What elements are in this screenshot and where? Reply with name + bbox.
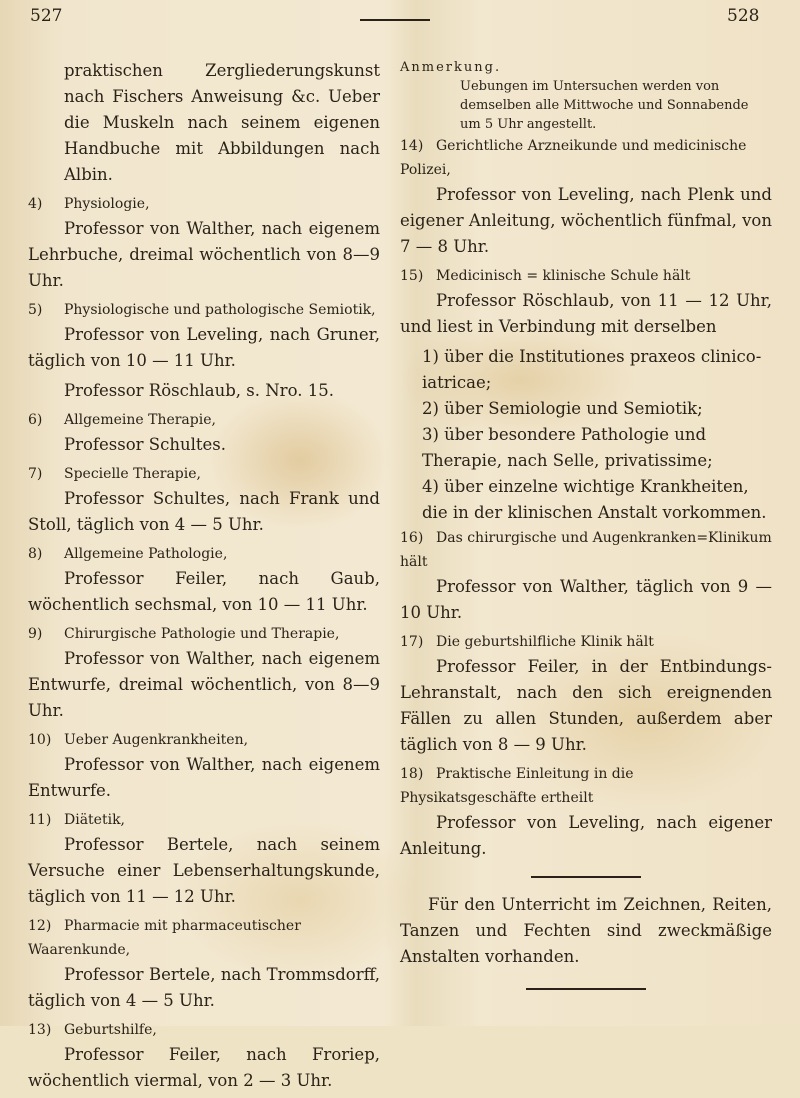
item-heading [28, 728, 380, 752]
left-column [28, 58, 380, 1098]
item-heading [28, 1018, 380, 1042]
item-text: Professor Feiler, nach Gaub, wöchentlich sechsmal, von 10 — 11 Uhr. [28, 569, 380, 614]
course-item-17 [400, 630, 772, 758]
sub-item: 2) über Semiologie und Semiotik; [422, 399, 703, 418]
item-extra-text: Professor Röschlaub, s. Nro. 15. [64, 381, 334, 400]
item-number: 13) [28, 1022, 52, 1038]
sub-item: 4) über einzelne wichtige Krankheiten, die in der klinischen Anstalt vorkommen. [422, 477, 767, 522]
note [400, 58, 772, 134]
course-item-9 [28, 622, 380, 724]
item-heading [28, 914, 380, 962]
item-heading [28, 192, 380, 216]
item-title: Medicinisch = klinische Schule hält [436, 268, 691, 284]
item-title: Geburtshilfe, [64, 1022, 157, 1038]
item-text: Professor Schultes, nach Frank und Stoll, täglich von 4 — 5 Uhr. [28, 489, 380, 534]
course-item-13 [28, 1018, 380, 1094]
item-text: Professor Bertele, nach Trommsdorff, täglich von 4 — 5 Uhr. [28, 965, 380, 1010]
item-title: Das chirurgische und Augenkranken=Klinikum hält [400, 530, 772, 570]
item-number: 7) [28, 466, 43, 482]
item-title: Allgemeine Pathologie, [64, 546, 228, 562]
item-text: Professor von Walther, nach eigenem Lehrbuche, dreimal wöchentlich von 8—9 Uhr. [28, 219, 380, 290]
closing-paragraph: Für den Unterricht im Zeichnen, Reiten, Tanzen und Fechten sind zweckmäßige Anstalten vorhanden. [400, 895, 772, 966]
item-text: Professor von Walther, nach eigenem Entwurfe, dreimal wöchentlich, von 8—9 Uhr. [28, 649, 380, 720]
item-heading [28, 542, 380, 566]
right-page-number: 528 [727, 6, 760, 26]
item-heading [28, 462, 380, 486]
item-title: Die geburtshilfliche Klinik hält [436, 634, 654, 650]
item-number: 5) [28, 302, 43, 318]
item-title: Pharmacie mit pharmaceutischer Waarenkunde, [28, 918, 301, 958]
course-item-5 [28, 298, 380, 404]
item-heading [400, 134, 772, 182]
item-text: Professor Schultes. [64, 435, 226, 454]
item-heading [28, 298, 380, 322]
item-title: Praktische Einleitung in die Physikatsgeschäfte ertheilt [400, 766, 634, 806]
item-number: 10) [28, 732, 52, 748]
course-item-16 [400, 526, 772, 626]
item-number: 11) [28, 812, 52, 828]
item-text: Professor von Walther, täglich von 9 — 10 Uhr. [400, 577, 772, 622]
course-item-15 [400, 264, 772, 526]
item-text: Professor von Leveling, nach Plenk und eigener Anleitung, wöchentlich fünfmal, von 7 — 8 Uhr. [400, 185, 772, 256]
course-item-6 [28, 408, 380, 458]
item-heading [400, 762, 772, 810]
item-number: 16) [400, 530, 424, 546]
right-column [400, 58, 772, 1004]
item-number: 12) [28, 918, 52, 934]
item-text: Professor Feiler, nach Froriep, wöchentlich viermal, von 2 — 3 Uhr. [28, 1045, 380, 1090]
header-rule [360, 19, 430, 21]
item-title: Chirurgische Pathologie und Therapie, [64, 626, 340, 642]
course-item-18 [400, 762, 772, 862]
item-title: Specielle Therapie, [64, 466, 201, 482]
sub-item: 1) über die Institutiones praxeos clinico-iatricae; [422, 347, 762, 392]
item-text: Professor von Walther, nach eigenem Entwurfe. [28, 755, 380, 800]
item-title: Gerichtliche Arzneikunde und medicinische Polizei, [400, 138, 747, 178]
item-heading [28, 408, 380, 432]
item-number: 4) [28, 196, 43, 212]
item-number: 9) [28, 626, 43, 642]
item-number: 17) [400, 634, 424, 650]
left-page-number: 527 [30, 6, 63, 26]
course-item-11 [28, 808, 380, 910]
item-title: Physiologie, [64, 196, 150, 212]
end-divider [526, 988, 646, 990]
course-item-12 [28, 914, 380, 1014]
sub-item: 3) über besondere Pathologie und Therapie, nach Selle, privatissime; [422, 425, 713, 470]
item-number: 14) [400, 138, 424, 154]
item-number: 6) [28, 412, 43, 428]
course-item-4 [28, 192, 380, 294]
item-heading [28, 622, 380, 646]
course-item-7 [28, 462, 380, 538]
note-text: Uebungen im Untersuchen werden von demselben alle Mittwoche und Sonnabende um 5 Uhr angestellt. [460, 79, 749, 132]
course-item-10 [28, 728, 380, 804]
course-item-8 [28, 542, 380, 618]
item-text: Professor Bertele, nach seinem Versuche einer Lebenserhaltungskunde, täglich von 11 — 12 Uhr. [28, 835, 380, 906]
item-number: 18) [400, 766, 424, 782]
item-text: Professor Röschlaub, von 11 — 12 Uhr, und liest in Verbindung mit derselben [400, 291, 772, 336]
course-item-14 [400, 134, 772, 260]
item-title: Physiologische und pathologische Semiotik, [64, 302, 376, 318]
item-number: 8) [28, 546, 43, 562]
item-text: Professor von Leveling, nach eigener Anleitung. [400, 813, 772, 858]
item-text: Professor von Leveling, nach Gruner, täglich von 10 — 11 Uhr. [28, 325, 380, 370]
item-title: Diätetik, [64, 812, 125, 828]
item-heading [400, 526, 772, 574]
item-heading [400, 264, 772, 288]
item-title: Allgemeine Therapie, [64, 412, 216, 428]
item-title: Ueber Augenkrankheiten, [64, 732, 249, 748]
intro-paragraph: praktischen Zergliederungskunst nach Fischers Anweisung &c. Ueber die Muskeln nach seinem eigenen Handbuche mit Abbildungen nach Albin. [64, 61, 380, 184]
section-divider [531, 876, 641, 878]
item-text: Professor Feiler, in der Entbindungs-Lehranstalt, nach den sich ereignenden Fällen zu allen Stunden, außerdem aber täglich von 8 — 9 Uhr. [400, 657, 772, 754]
item-number: 15) [400, 268, 424, 284]
item-heading [28, 808, 380, 832]
note-label: Anmerkung. [400, 60, 502, 75]
item-heading [400, 630, 772, 654]
